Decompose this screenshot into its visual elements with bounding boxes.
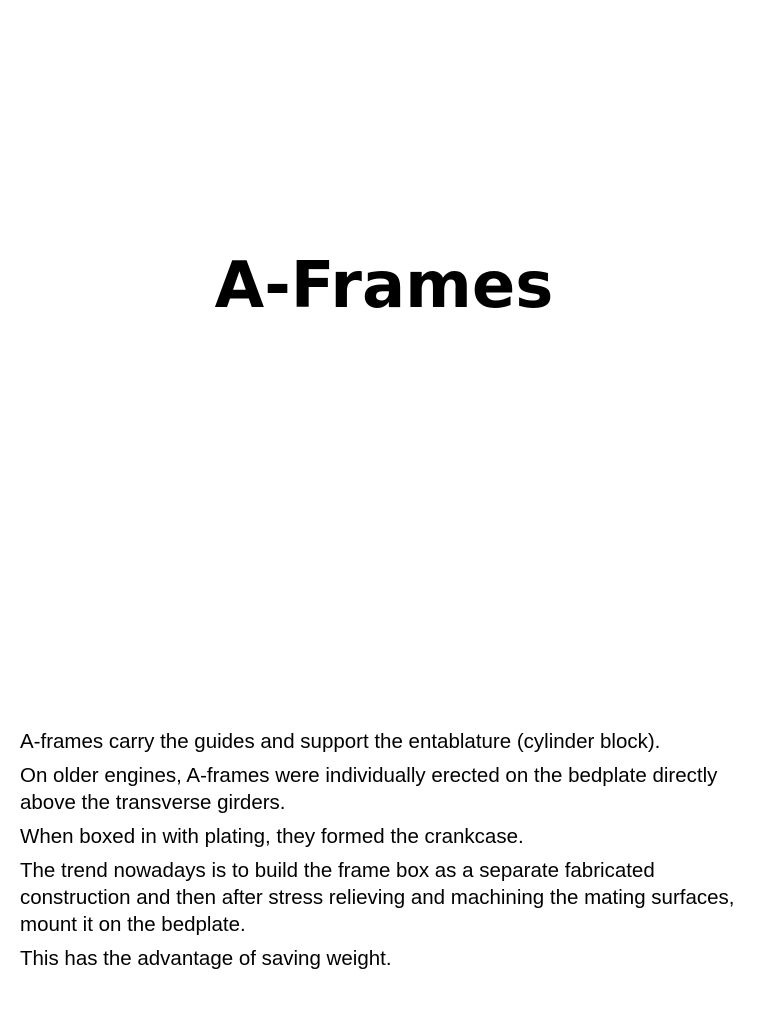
- paragraph-trend-nowadays: The trend nowadays is to build the frame box as a separate fabricated construction and then after stress relieving and machining the mating surfaces, mount it on the bedplate.: [20, 859, 735, 936]
- slide-title: A-Frames: [214, 249, 554, 323]
- paragraph-boxed-in: When boxed in with plating, they formed the crankcase.: [20, 825, 524, 848]
- paragraph-a-frames-carry: A-frames carry the guides and support the entablature (cylinder block).: [20, 730, 661, 753]
- paragraph-older-engines: On older engines, A-frames were individually erected on the bedplate directly above the transverse girders.: [20, 764, 718, 814]
- paragraph-advantage: This has the advantage of saving weight.: [20, 947, 392, 970]
- slide-body: [20, 728, 750, 979]
